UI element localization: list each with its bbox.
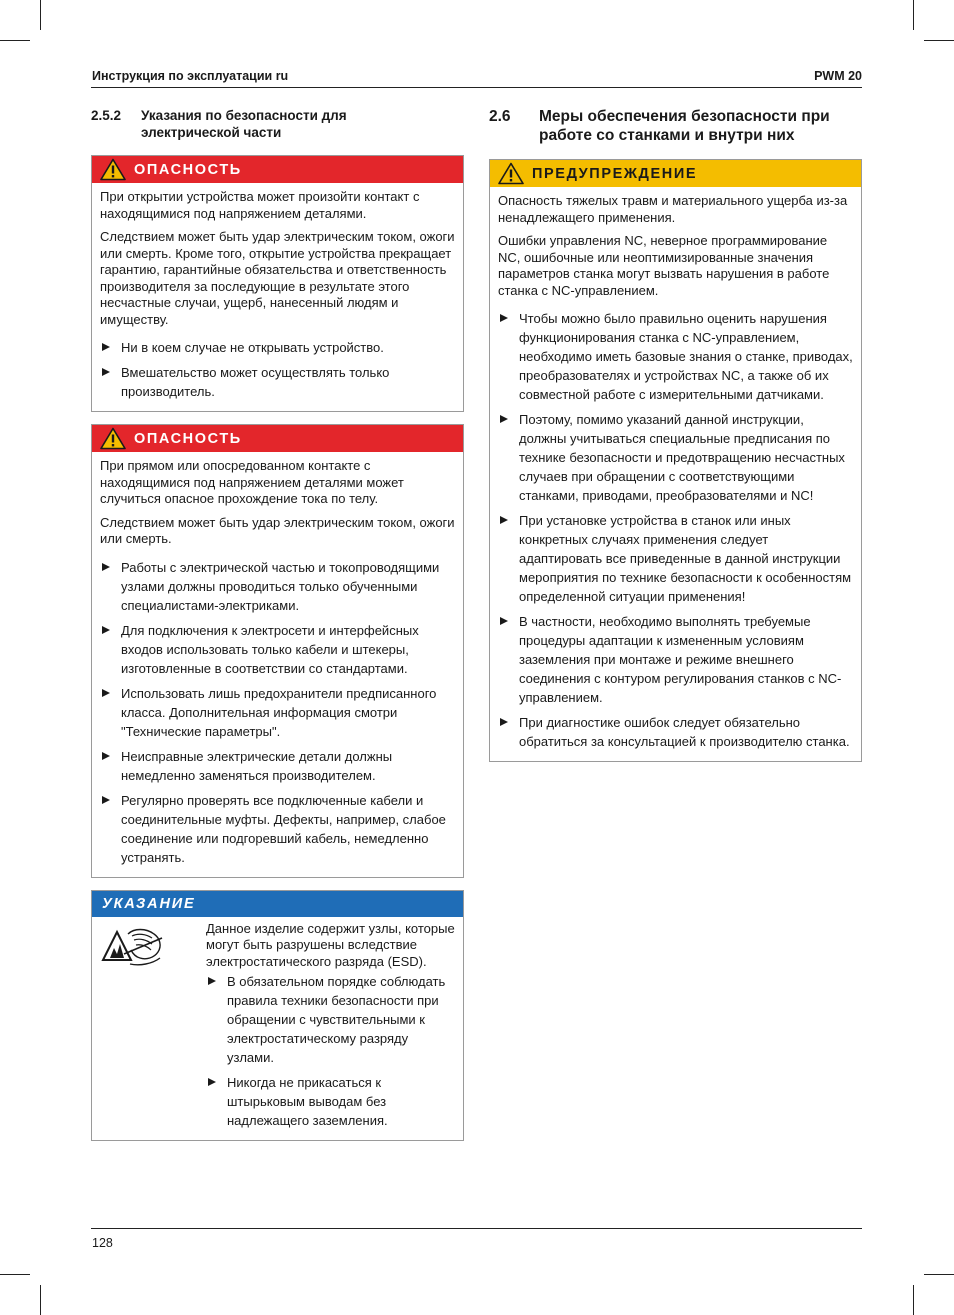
bullet-arrow-icon <box>500 314 508 322</box>
page-header-model: PWM 20 <box>814 69 862 83</box>
esd-hand-icon <box>100 924 166 968</box>
list-item: Использовать лишь предохранители предписанного класса. Дополнительная информация смотри "Технические параметры". <box>100 684 455 741</box>
bullet-arrow-icon <box>102 796 110 804</box>
bullet-arrow-icon <box>102 343 110 351</box>
list-item: Для подключения к электросети и интерфейсных входов использовать только кабели и штекеры, изготовленные в соответствии со стандартами. <box>100 621 455 678</box>
list-item: Никогда не прикасаться к штырьковым выводам без надлежащего заземления. <box>206 1073 455 1130</box>
bullet-arrow-icon <box>500 617 508 625</box>
warning-header <box>490 160 861 187</box>
warning-instructions <box>498 309 853 751</box>
bullet-arrow-icon <box>500 415 508 423</box>
page-number: 128 <box>92 1236 113 1250</box>
list-item: В обязательном порядке соблюдать правила техники безопасности при обращении с чувствительными к электростатическому разряду узлами. <box>206 972 455 1067</box>
left-column <box>91 107 464 1153</box>
crop-mark <box>924 1274 954 1275</box>
bullet-arrow-icon <box>102 752 110 760</box>
bullet-arrow-icon <box>102 626 110 634</box>
danger-header <box>92 425 463 452</box>
footer-divider <box>91 1228 862 1229</box>
bullet-arrow-icon <box>500 516 508 524</box>
danger-header <box>92 156 463 183</box>
crop-mark <box>913 1285 914 1315</box>
note-box-esd <box>91 890 464 1142</box>
list-item: При установке устройства в станок или иных конкретных случаях применения следует адаптировать все приведенные в данной инструкции мероприятия по технике безопасности к особенностям определенной ситуации применения! <box>498 511 853 606</box>
danger-paragraph: При открытии устройства может произойти контакт с находящимися под напряжением деталями. <box>100 189 420 221</box>
section-heading-2-6 <box>489 107 862 145</box>
note-text <box>206 921 455 1131</box>
crop-mark <box>0 1274 30 1275</box>
bullet-arrow-icon <box>102 563 110 571</box>
list-item: В частности, необходимо выполнять требуемые процедуры адаптации к измененным условиям заземления при монтаже и режиме внешнего соединения с контуром регулирования станков с NC-управлением. <box>498 612 853 707</box>
note-header <box>92 891 463 917</box>
danger-body <box>92 452 463 877</box>
danger-label: ОПАСНОСТЬ <box>134 430 242 447</box>
warning-triangle-icon <box>100 158 126 181</box>
crop-mark <box>924 40 954 41</box>
warning-paragraph: Ошибки управления NC, неверное программирование NC, ошибочные или неоптимизированные значения параметров станка могут вызвать нарушения в работе станка с NC-управлением. <box>498 233 830 298</box>
list-item: При диагностике ошибок следует обязательно обратиться за консультацией к производителю станка. <box>498 713 853 751</box>
danger-body <box>92 183 463 411</box>
list-item: Вмешательство может осуществлять только производитель. <box>100 363 455 401</box>
list-item: Ни в коем случае не открывать устройство. <box>100 338 455 357</box>
danger-label: ОПАСНОСТЬ <box>134 161 242 178</box>
note-label: УКАЗАНИЕ <box>102 895 196 912</box>
bullet-arrow-icon <box>500 718 508 726</box>
warning-body <box>490 187 861 761</box>
warning-triangle-icon <box>100 427 126 450</box>
danger-paragraph: Следствием может быть удар электрическим током, ожоги или смерть. Кроме того, открытие устройства прекращает гарантию, гарантийные обязательства и ответственность производителя за последующие в результате этого несчастные случаи, ущерб, нанесенный людям и имуществу. <box>100 229 455 327</box>
bullet-arrow-icon <box>208 977 216 985</box>
crop-mark <box>40 1285 41 1315</box>
note-body <box>92 917 463 1141</box>
section-heading-2-5-2 <box>91 107 464 141</box>
danger-paragraph: При прямом или опосредованном контакте с находящимися под напряжением деталями может случиться опасное прохождение тока по телу. <box>100 458 404 506</box>
section-number: 2.5.2 <box>91 108 122 123</box>
list-item: Чтобы можно было правильно оценить нарушения функционирования станка с NC-управлением, необходимо иметь базовые знания о станке, приводах, преобразователях и устройствах NC, а также об их совместной работе с измерительными датчиками. <box>498 309 853 404</box>
list-item: Поэтому, помимо указаний данной инструкции, должны учитываться специальные предписания по технике безопасности и предотвращению несчастных случаев при обращении с соответствующими станками, приводами, преобразователями и NC! <box>498 410 853 505</box>
crop-mark <box>40 0 41 30</box>
bullet-arrow-icon <box>102 368 110 376</box>
danger-instructions <box>100 558 455 867</box>
warning-triangle-icon <box>498 162 524 185</box>
warning-box-machines <box>489 159 862 762</box>
note-paragraph: Данное изделие содержит узлы, которые могут быть разрушены вследствие электростатического разряда (ESD). <box>206 920 455 969</box>
danger-paragraph: Следствием может быть удар электрическим током, ожоги или смерть. <box>100 514 455 546</box>
warning-paragraph: Опасность тяжелых травм и материального ущерба из-за ненадлежащего применения. <box>498 193 848 225</box>
warning-label: ПРЕДУПРЕЖДЕНИЕ <box>532 165 698 182</box>
list-item: Работы с электрической частью и токопроводящими узлами должны проводиться только обученными специалистами-электриками. <box>100 558 455 615</box>
list-item: Регулярно проверять все подключенные кабели и соединительные муфты. Дефекты, например, слабое соединение или подгоревший кабель, немедленно устранять. <box>100 791 455 867</box>
bullet-arrow-icon <box>208 1078 216 1086</box>
page-header-title: Инструкция по эксплуатации ru <box>92 69 289 83</box>
danger-box-opening <box>91 155 464 412</box>
danger-box-contact <box>91 424 464 878</box>
header-divider <box>91 87 862 88</box>
danger-instructions <box>100 338 455 401</box>
section-title: Указания по безопасности для электрической части <box>141 108 347 140</box>
section-title: Меры обеспечения безопасности при работе со станками и внутри них <box>539 108 830 144</box>
right-column <box>489 107 862 774</box>
esd-icon-wrapper <box>100 921 206 1131</box>
list-item: Неисправные электрические детали должны немедленно заменяться производителем. <box>100 747 455 785</box>
crop-mark <box>0 40 30 41</box>
note-instructions <box>206 972 455 1130</box>
crop-mark <box>913 0 914 30</box>
bullet-arrow-icon <box>102 689 110 697</box>
section-number: 2.6 <box>489 108 511 125</box>
